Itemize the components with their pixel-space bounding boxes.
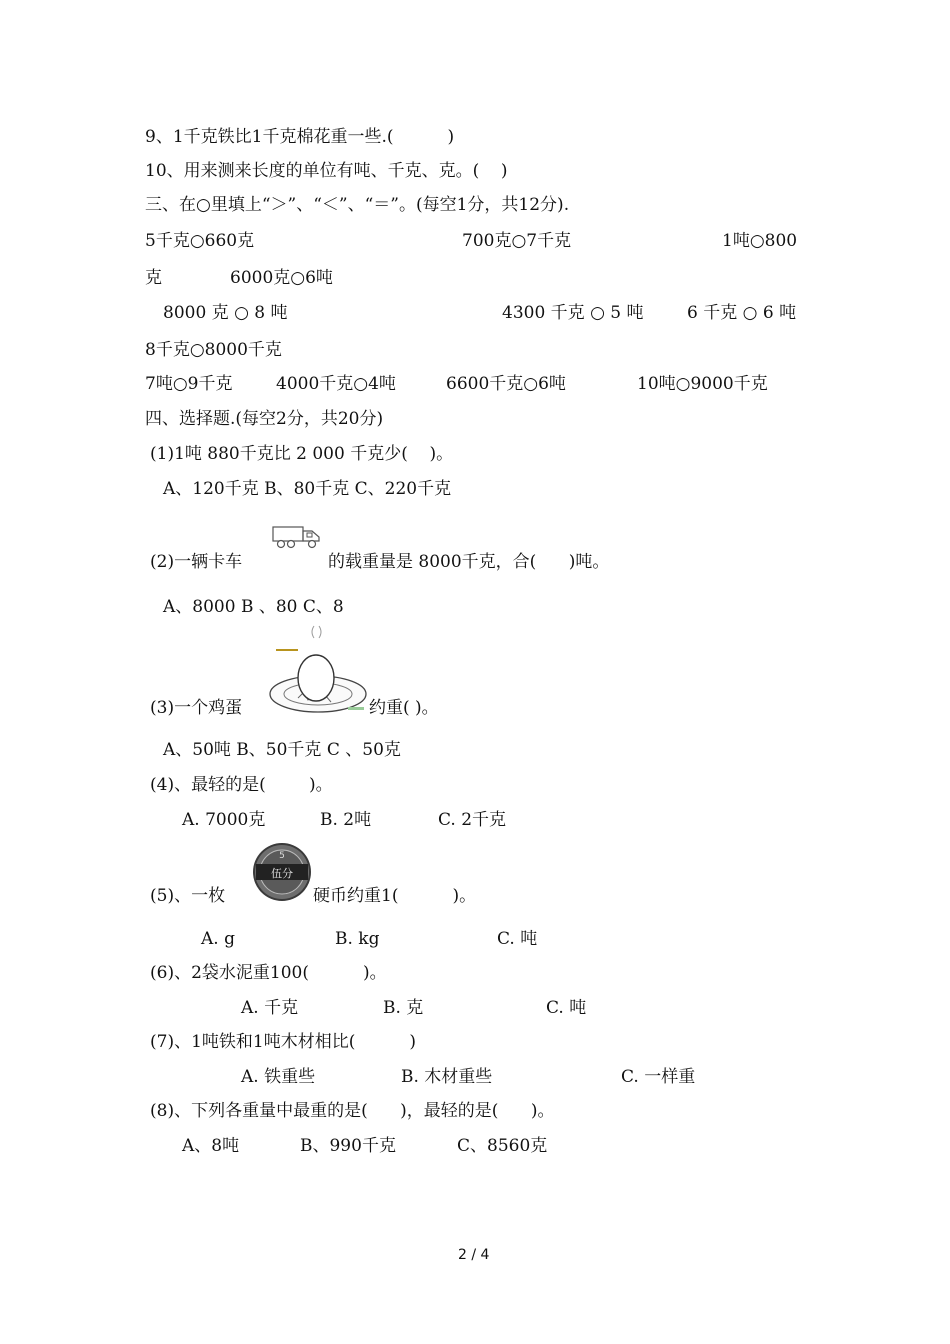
choice-q6: (6)、2袋水泥重100( )。 [150,963,387,983]
choice-q2-suffix: 的载重量是 8000千克，合( )吨。 [328,552,610,572]
tf-q10: 10、用来测来长度的单位有吨、千克、克。( ) [145,161,508,181]
choice-q7-option-a: A. 铁重些 [241,1067,316,1087]
choice-heading: 四、选择题.(每空2分，共20分) [145,409,384,429]
compare-item: 8千克○8000千克 [145,340,282,360]
egg-icon [268,624,372,720]
choice-q8-option-c: C、8560克 [457,1136,548,1156]
compare-item: 5千克○660克 [145,231,255,251]
choice-q7-option-c: C. 一样重 [621,1067,696,1087]
page-number: 2 / 4 [458,1247,490,1263]
compare-item: 4300 千克 ○ 5 吨 [502,303,644,323]
compare-item: 4000千克○4吨 [276,374,396,394]
choice-q7: (7)、1吨铁和1吨木材相比( ) [150,1032,417,1052]
coin-top-label: 5 [279,851,285,861]
compare-item: 克 [145,268,162,288]
choice-q3-options: A、50吨 B、50千克 C 、50克 [163,740,401,760]
choice-q8-option-a: A、8吨 [182,1136,240,1156]
compare-item: 10吨○9000千克 [637,374,768,394]
choice-q4: (4)、最轻的是( )。 [150,775,333,795]
compare-item: 8000 克 ○ 8 吨 [163,303,288,323]
choice-q8-option-b: B、990千克 [300,1136,396,1156]
choice-q5-option-a: A. g [201,929,235,949]
choice-q6-option-c: C. 吨 [546,998,587,1018]
truck-icon [272,524,322,550]
choice-q3-suffix: 约重( )。 [369,698,439,718]
choice-q5-prefix: (5)、一枚 [150,886,226,906]
choice-q8: (8)、下列各重量中最重的是( )，最轻的是( )。 [150,1101,555,1121]
compare-heading: 三、在○里填上“＞”、“＜”、“＝”。(每空1分，共12分). [145,195,570,215]
coin-icon [252,842,312,902]
choice-q4-option-b: B. 2吨 [320,810,372,830]
compare-item: 1吨○800 [722,231,798,251]
compare-item: 6 千克 ○ 6 吨 [687,303,797,323]
choice-q7-option-b: B. 木材重些 [401,1067,493,1087]
coin-mid-label: 伍分 [271,867,293,880]
compare-item: 7吨○9千克 [145,374,233,394]
choice-q4-option-c: C. 2千克 [438,810,507,830]
compare-item: 700克○7千克 [462,231,572,251]
choice-q2-prefix: (2)一辆卡车 [150,552,243,572]
choice-q3-prefix: (3)一个鸡蛋 [150,698,243,718]
choice-q1-options: A、120千克 B、80千克 C、220千克 [163,479,452,499]
choice-q5-option-b: B. kg [335,929,380,949]
compare-item: 6000克○6吨 [230,268,333,288]
choice-q6-option-a: A. 千克 [241,998,299,1018]
choice-q2-options: A、8000 B 、80 C、8 [163,597,344,617]
choice-q4-option-a: A. 7000克 [182,810,266,830]
choice-q6-option-b: B. 克 [383,998,424,1018]
compare-item: 6600千克○6吨 [446,374,566,394]
choice-q5-suffix: 硬币约重1( )。 [313,886,477,906]
choice-q5-option-c: C. 吨 [497,929,538,949]
choice-q1: (1)1吨 880千克比 2 000 千克少( )。 [150,444,454,464]
tf-q9: 9、1千克铁比1千克棉花重一些.( ) [145,127,455,147]
